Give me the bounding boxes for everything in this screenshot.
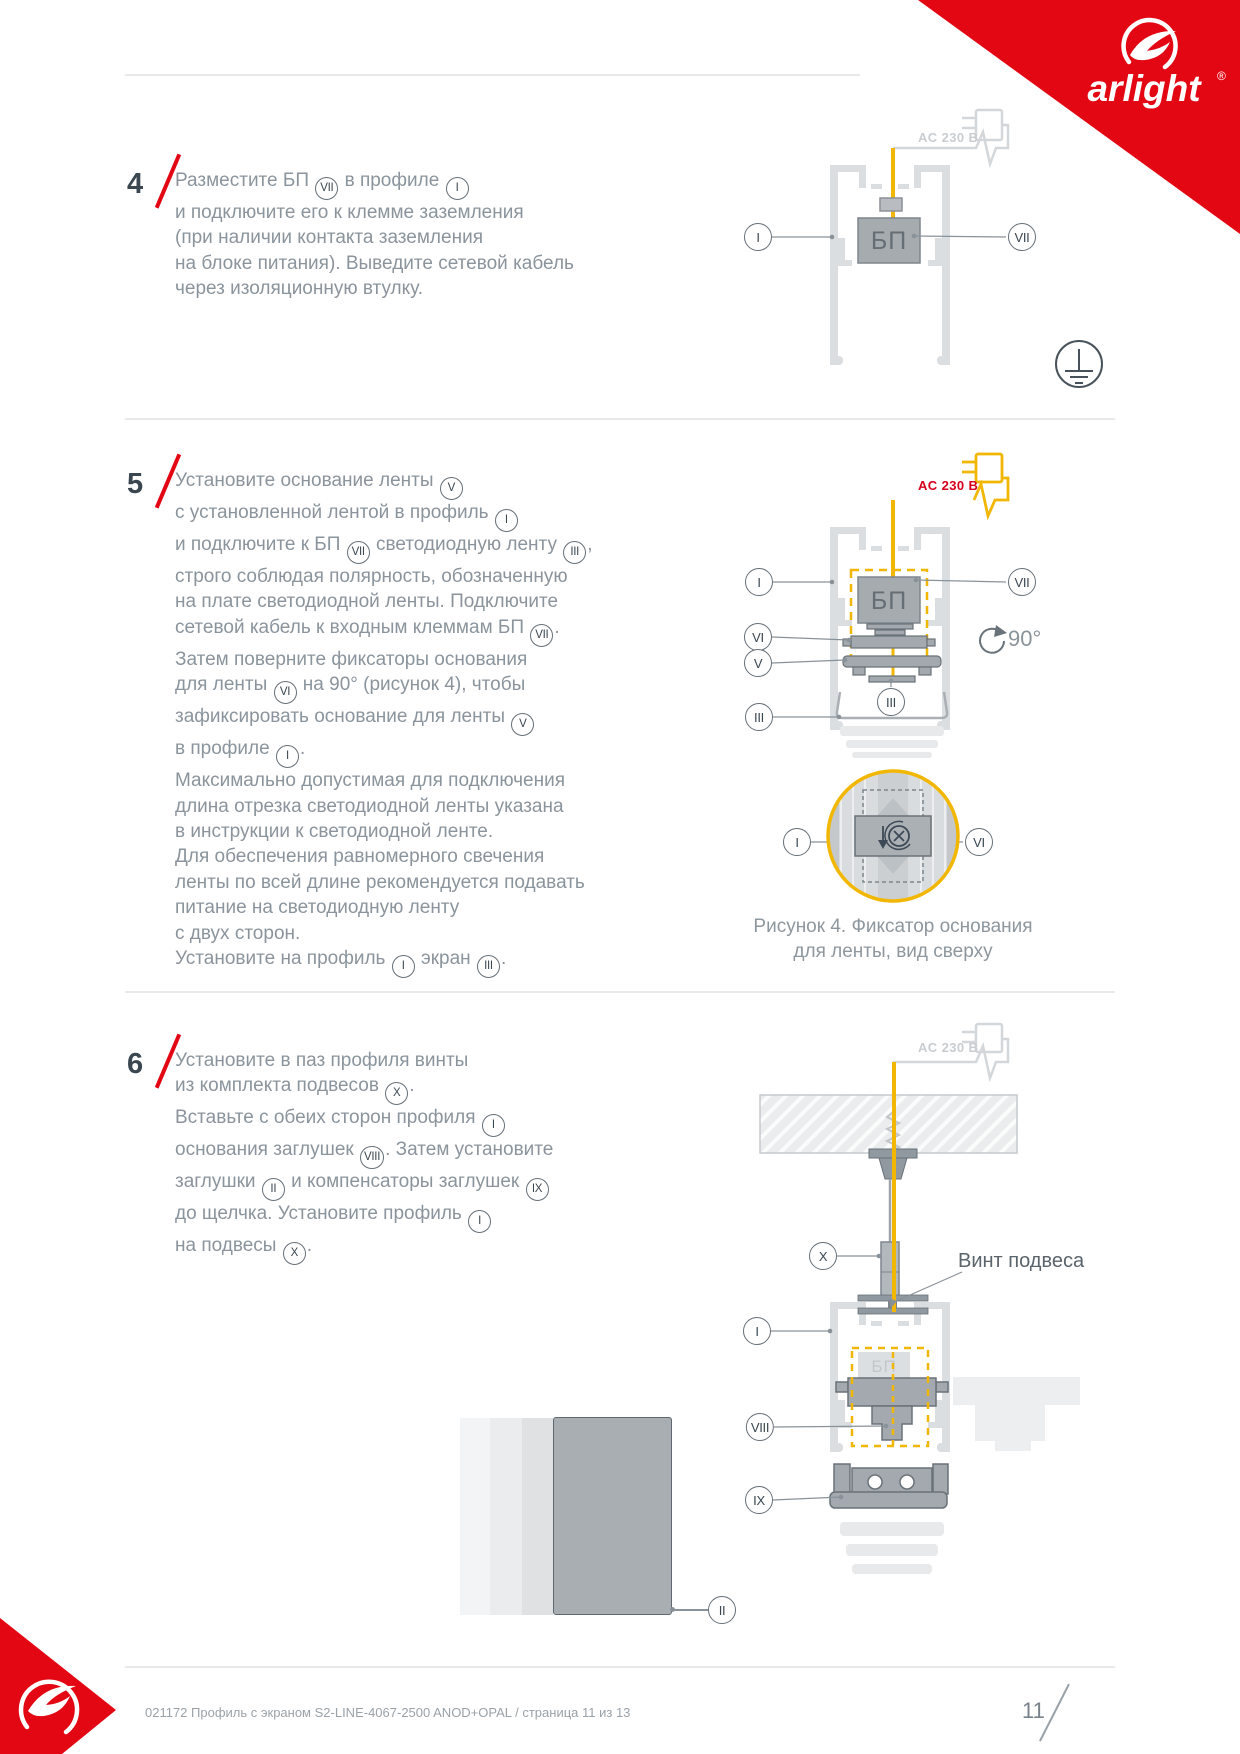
step-4	[125, 168, 670, 302]
component-ref-badge: X	[283, 1242, 306, 1265]
divider-step5-step6	[125, 991, 1115, 993]
endcap-layer-1	[460, 1418, 490, 1615]
ceiling-section	[760, 1095, 1017, 1153]
ac-voltage-label: AC 230 B	[918, 1040, 979, 1055]
diagram-label-psu: VII	[1008, 223, 1036, 251]
step-6	[125, 1048, 670, 1265]
diagram-step4	[640, 90, 1120, 400]
profile-ghost-bands	[840, 1522, 944, 1574]
component-ref-badge: V	[511, 713, 534, 736]
text-line: и подключите его к клемме заземления	[175, 202, 524, 223]
rotation-angle-label: 90°	[1008, 626, 1042, 651]
diagram-step5	[640, 430, 1120, 975]
compensator-piece	[830, 1464, 948, 1508]
text-line: питание на светодиодную ленту	[175, 897, 460, 919]
component-ref-badge: V	[440, 477, 463, 500]
footer-rule	[125, 1666, 1115, 1668]
text-line: Затем поверните фиксаторы основания	[175, 648, 528, 670]
figure-label-profile: I	[783, 828, 811, 856]
text-line: Вставьте с обеих сторон профиля I	[175, 1105, 670, 1137]
text-line: заглушки II и компенсаторы заглушек IX	[175, 1169, 670, 1201]
figure4-caption-line2: для ленты, вид сверху	[793, 941, 993, 962]
text-line: (при наличии контакта заземления	[175, 227, 483, 249]
component-ref-badge: II	[262, 1178, 285, 1201]
brand-corner-shape	[0, 1618, 116, 1754]
grounding-icon	[1056, 341, 1102, 387]
profile-ghost-bands	[840, 726, 944, 758]
profile-cross-section	[830, 165, 950, 365]
text-line: ленты по всей длине рекомендуется подавать	[175, 871, 585, 893]
suspension-body	[881, 1242, 899, 1297]
diagram-step6	[640, 1000, 1120, 1640]
component-ref-badge: I	[276, 745, 299, 768]
component-ref-badge: X	[385, 1082, 408, 1105]
step-4-text	[175, 168, 670, 302]
figure4-caption-line1: Рисунок 4. Фиксатор основания	[753, 916, 1033, 937]
brand-corner	[0, 1612, 120, 1754]
diagram-label-fixator: VI	[744, 623, 772, 651]
text-line: зафиксировать основание для ленты V	[175, 704, 670, 736]
psu-box-label: БП	[870, 227, 908, 255]
component-ref-badge: I	[468, 1210, 491, 1233]
text-line: из комплекта подвесов X .	[175, 1073, 670, 1105]
brand-wordmark: arlight	[1087, 68, 1201, 109]
diagram-label-compensator: IX	[745, 1486, 773, 1514]
text-line: в профиле I .	[175, 736, 670, 768]
ac-voltage-label: AC 230 B	[918, 478, 979, 493]
step-6-text	[175, 1048, 670, 1265]
cable-gland	[880, 198, 902, 211]
component-ref-badge: VII	[347, 541, 370, 564]
diagram-label-profile: I	[744, 223, 772, 251]
text-line: Максимально допустимая для подключения	[175, 770, 566, 792]
diagram-label-suspension: X	[809, 1242, 837, 1270]
endcap-layer-2	[490, 1418, 522, 1615]
figure-label-fixator: VI	[965, 828, 993, 856]
ac-voltage-label: AC 230 B	[918, 130, 979, 145]
component-ref-badge: VII	[530, 624, 553, 647]
component-ref-badge: I	[482, 1114, 505, 1137]
divider-step4-step5	[125, 418, 1115, 420]
text-line: на подвесы X .	[175, 1233, 670, 1265]
figure4-caption	[683, 914, 1103, 964]
text-line: и подключите к БП VII светодиодную ленту III ,	[175, 532, 670, 564]
text-line: на блоке питания). Выведите сетевой кабель	[175, 252, 574, 274]
endcap-ghost-silhouette	[953, 1377, 1080, 1451]
component-ref-badge: VII	[315, 177, 338, 200]
endcap-layer-3	[522, 1418, 553, 1615]
text-line: Разместите БП VII в профиле I	[175, 168, 670, 200]
text-line: основания заглушек VIII . Затем установите	[175, 1137, 670, 1169]
diagram-label-profile: I	[745, 568, 773, 596]
text-line: через изоляционную втулку.	[175, 278, 424, 300]
leader-line	[674, 1609, 708, 1611]
text-line: с установленной лентой в профиль I	[175, 500, 670, 532]
suspension-screw-label: Винт подвеса	[958, 1250, 1085, 1272]
step-number: 4	[127, 168, 144, 200]
component-ref-badge: I	[392, 955, 415, 978]
step-5-text	[175, 468, 670, 978]
text-line: Установите основание ленты V	[175, 468, 670, 500]
text-line: с двух сторон.	[175, 922, 301, 944]
rotate-arrow-icon	[980, 625, 1007, 653]
endcap-panel	[553, 1417, 672, 1615]
step-5	[125, 468, 670, 978]
text-line: в инструкции к светодиодной ленте.	[175, 821, 494, 843]
top-rule	[125, 74, 860, 76]
text-line: длина отрезка светодиодной ленты указана	[175, 795, 564, 817]
text-line: на плате светодиодной ленты. Подключите	[175, 591, 559, 613]
component-ref-badge: VIII	[360, 1146, 384, 1169]
diagram-label-base: V	[744, 649, 772, 677]
brand-reg-mark: ®	[1217, 69, 1226, 83]
text-line: до щелчка. Установите профиль I	[175, 1201, 670, 1233]
text-line: сетевой кабель к входным клеммам БП VII .	[175, 615, 670, 647]
component-ref-badge: I	[495, 509, 518, 532]
footer-doc-info: 021172 Профиль с экраном S2-LINE-4067-2500 ANOD+OPAL / страница 11 из 13	[145, 1705, 631, 1720]
component-ref-badge: VI	[274, 681, 297, 704]
component-ref-badge: III	[563, 541, 586, 564]
diagram-label-profile: I	[743, 1317, 771, 1345]
page-number: 11	[1022, 1698, 1045, 1723]
diagram-label-endcap-base: VIII	[746, 1413, 774, 1441]
psu-box-label: БП	[870, 587, 908, 615]
diagram-step4-drawing	[640, 90, 1120, 400]
text-line: Установите на профиль I экран III .	[175, 946, 670, 978]
text-line: Для обеспечения равномерного свечения	[175, 846, 545, 868]
psu-ghost-label: БП	[871, 1357, 897, 1376]
diagram-label-psu: VII	[1008, 568, 1036, 596]
component-ref-badge: IX	[526, 1178, 549, 1201]
diagram-label-strip: III	[877, 688, 905, 716]
component-ref-badge: III	[477, 955, 500, 978]
step-number: 6	[127, 1048, 144, 1080]
text-line: Установите в паз профиля винты	[175, 1050, 469, 1071]
text-line: строго соблюдая полярность, обозначенную	[175, 566, 568, 587]
diagram-step6-drawing	[640, 1000, 1120, 1640]
component-ref-badge: I	[446, 177, 469, 200]
step-number: 5	[127, 468, 144, 500]
text-line: для ленты VI на 90° (рисунок 4), чтобы	[175, 672, 670, 704]
diagram-label-screen: III	[745, 703, 773, 731]
diagram-label-endcap: II	[708, 1596, 736, 1624]
